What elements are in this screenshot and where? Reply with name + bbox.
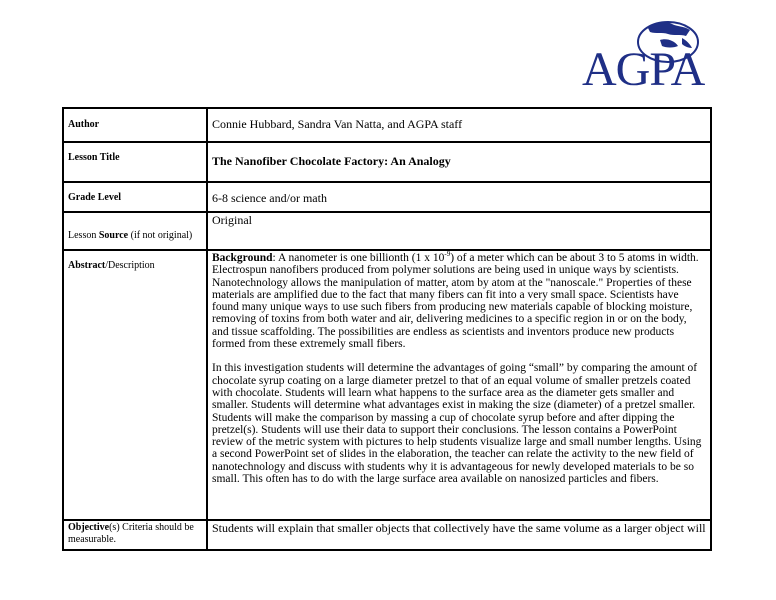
title-label: Lesson Title (63, 142, 207, 182)
source-label-bold: Source (98, 230, 129, 241)
row-source (63, 212, 711, 250)
source-value: Original (207, 212, 711, 250)
lesson-table (62, 107, 712, 551)
author-value: Connie Hubbard, Sandra Van Natta, and AGPA staff (207, 108, 711, 142)
abstract-value (207, 250, 711, 520)
source-label-post: (if not original) (128, 230, 193, 241)
author-label: Author (63, 108, 207, 142)
background-heading: Background (212, 252, 273, 264)
objective-label-bold: Objective (68, 522, 110, 533)
abstract-label-post: /Description (105, 260, 155, 271)
background-text-1: : A nanometer is one billionth (1 x 10 (272, 252, 445, 264)
objective-value: Students will explain that smaller objects that collectively have the same volume as a larger object will (207, 520, 711, 550)
row-grade (63, 182, 711, 212)
title-value: The Nanofiber Chocolate Factory: An Analogy (207, 142, 711, 182)
source-label (63, 212, 207, 250)
grade-label: Grade Level (63, 182, 207, 212)
abstract-label (63, 250, 207, 520)
background-exponent: -9 (444, 250, 451, 259)
investigation-paragraph: In this investigation students will determine the advantages of going “small” by comparing the amount of chocolate syrup coating on a large diameter pretzel to that of an equal volume of smaller pretzels coated with chocolate. Students will learn what happens to the surface area as the diameter gets smaller and smaller. Students will determine what advantages exist in making the size (diameter) of a pretzel smaller. Students will make the comparison by massing a cup of chocolate syrup before and after dipping the pretzel(s). Students will use their data to support their conclusions. The lesson contains a PowerPoint review of the metric system with pictures to help students visualize large and small number lengths. Using a second PowerPoint set of slides in the elaboration, the teacher can relate the activity to the new field of nanotechnology and discuss with students why it is advantageous for newly developed materials to be so small. This often has to do with the large surface area available on nanosized particles and fibers. (212, 362, 702, 486)
row-title (63, 142, 711, 182)
grade-value: 6-8 science and/or math (207, 182, 711, 212)
abstract-label-bold: Abstract (68, 260, 106, 271)
objective-label-post: (s) Criteria should be measurable. (68, 522, 194, 545)
objective-label (63, 520, 207, 550)
logo-text: AGPA (582, 43, 705, 96)
background-text-2: ) of a meter which can be about 3 to 5 atoms in width. Electrospun nanofibers produced from polymer solutions are being used in unique ways by scientists. Nanotechnology allows the manipulation of matter, atom by atom at the "nanoscale." Properties of these materials are amplified due to the fact that many fibers can fit into a very small space. Scientists have found many unique ways to use such fibers from producing new materials capable of blocking moisture, removing of toxins from both water and air, delivering medicines to a specific region in or on the body, and tissue scaffolding. The possibilities are endless as scientists and inventors produce new products formed from these extremely small fibers. (212, 252, 699, 351)
agpa-logo (582, 18, 712, 94)
row-objective (63, 520, 711, 550)
background-paragraph (212, 252, 706, 350)
source-label-pre: Lesson (68, 230, 99, 241)
row-abstract (63, 250, 711, 520)
row-author (63, 108, 711, 142)
